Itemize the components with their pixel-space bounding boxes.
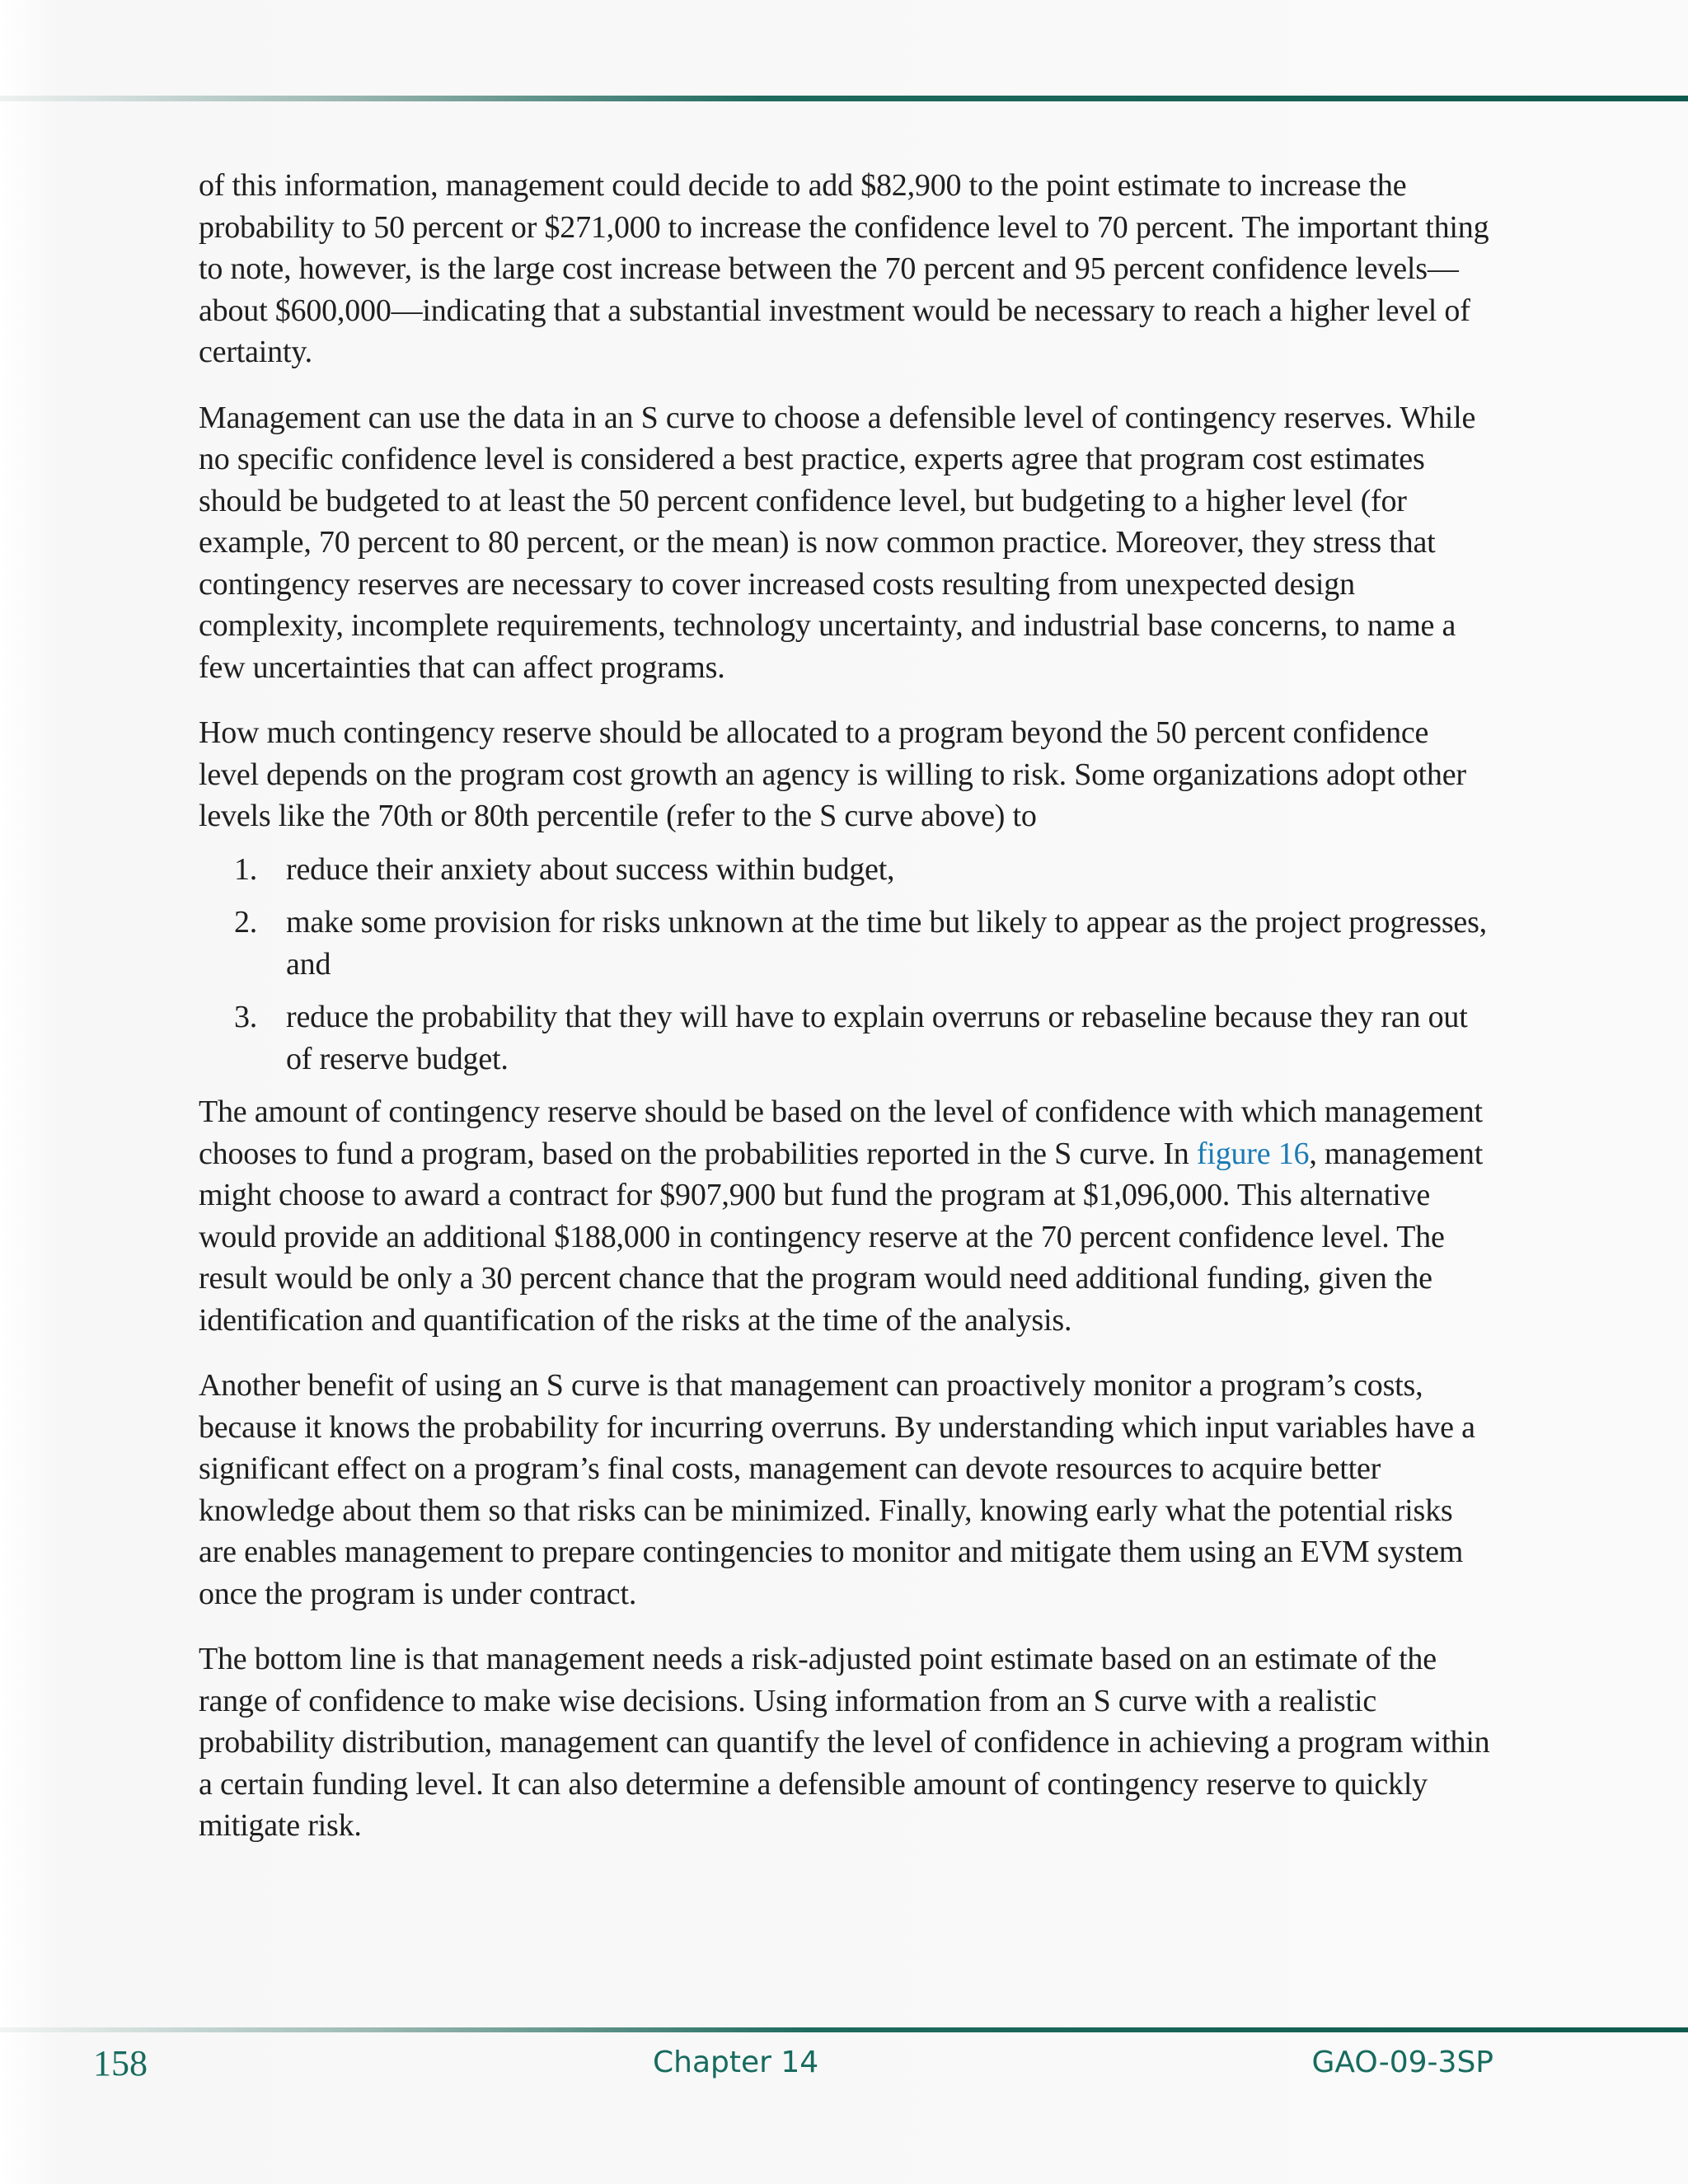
body-text [199, 165, 1493, 1871]
paragraph-1: of this information, management could decide to add $82,900 to the point estimate to increase the probability to 50 percent or $271,000 to increase the confidence level to 70 percent. The important thing to note, however, is the large cost increase between the 70 percent and 95 percent confidence levels—about $600,000—indicating that a substantial investment would be necessary to reach a higher level of certainty. [199, 168, 1489, 369]
bottom-rule [0, 2027, 1688, 2032]
list-item-number: 3. [234, 1000, 258, 1034]
list-item [199, 849, 1493, 891]
list-item [199, 996, 1493, 1080]
top-rule [0, 96, 1688, 101]
page-footer [0, 2037, 1688, 2087]
chapter-label: Chapter 14 [653, 2046, 819, 2079]
paragraph-4 [199, 1091, 1493, 1341]
paragraph-2: Management can use the data in an S curve to choose a defensible level of contingency reserves. While no specific confidence level is considered a best practice, experts agree that program cost estimates should be budgeted to at least the 50 percent confidence level, but budgeting to a higher level (for example, 70 percent to 80 percent, or the mean) is now common practice. Moreover, they stress that contingency reserves are necessary to cover increased costs resulting from unexpected design complexity, incomplete requirements, technology uncertainty, and industrial base concerns, to name a few uncertainties that can affect programs. [199, 400, 1476, 685]
document-id: GAO-09-3SP [1311, 2046, 1493, 2079]
paragraph-3: How much contingency reserve should be allocated to a program beyond the 50 percent confidence level depends on the program cost growth an agency is willing to risk. Some organizations adopt other levels like the 70th or 80th percentile (refer to the S curve above) to [199, 715, 1466, 833]
list-item-text: make some provision for risks unknown at the time but likely to appear as the project progresses, and [286, 905, 1487, 982]
list-item-text: reduce their anxiety about success within budget, [286, 851, 895, 887]
list-item-text: reduce the probability that they will have to explain overruns or rebaseline because they ran out of reserve budget. [286, 1000, 1468, 1076]
list-item [199, 902, 1493, 985]
list-item-number: 1. [234, 851, 258, 887]
figure-16-link[interactable]: figure 16 [1196, 1136, 1310, 1171]
list-item-number: 2. [234, 905, 258, 940]
paragraph-6: The bottom line is that management needs a risk-adjusted point estimate based on an estimate of the range of confidence to make wise decisions. Using information from an S curve with a realistic probability distribution, management can quantify the level of confidence in achieving a program within a certain funding level. It can also determine a defensible amount of contingency reserve to quickly mitigate risk. [199, 1642, 1490, 1843]
paragraph-4-start: The amount of contingency reserve should be based on the level of confidence with which management chooses to fund a program, based on the probabilities reported in the S curve. In [199, 1094, 1483, 1171]
paragraph-5: Another benefit of using an S curve is that management can proactively monitor a program’s costs, because it knows the probability for incurring overruns. By understanding which input variables have a significant effect on a program’s final costs, management can devote resources to acquire better knowledge about them so that risks can be minimized. Finally, knowing early what the potential risks are enables management to prepare contingencies to monitor and mitigate them using an EVM system once the program is under contract. [199, 1368, 1475, 1611]
page-number: 158 [93, 2043, 148, 2083]
numbered-list [199, 849, 1493, 1080]
paragraph-4-end: , management might choose to award a contract for $907,900 but fund the program at $1,096,000. This alternative would provide an additional $188,000 in contingency reserve at the 70 percent confidence level. The result would be only a 30 percent chance that the program would need additional funding, given the identification and quantification of the risks at the time of the analysis. [199, 1136, 1484, 1338]
